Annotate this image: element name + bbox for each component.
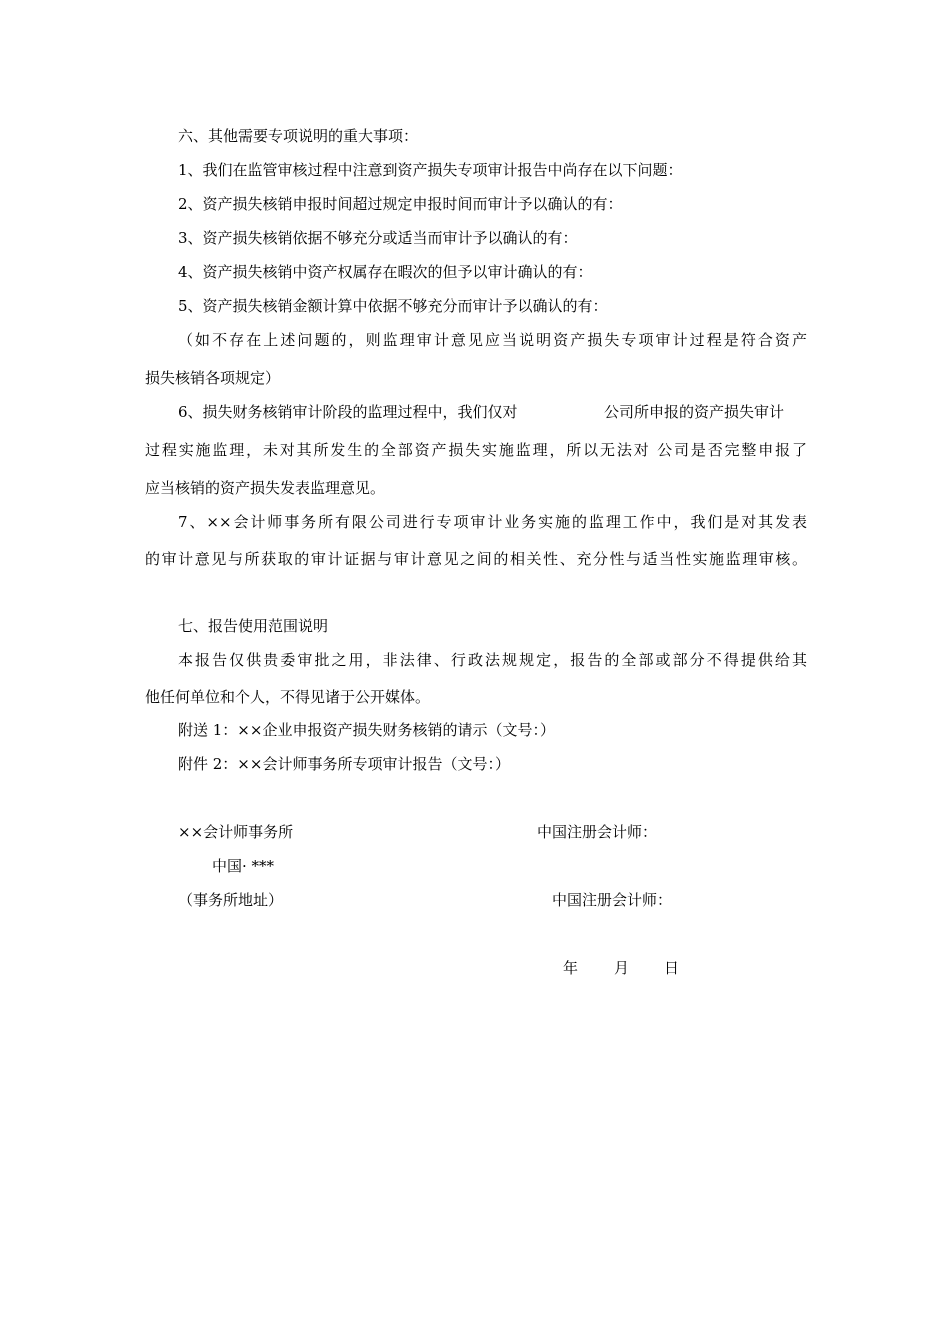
section7-body-line-2: 他任何单位和个人，不得见诸于公开媒体。 — [145, 688, 431, 706]
section6-item-7-line-1: 7、××会计师事务所有限公司进行专项审计业务实施的监理工作中，我们是对其发表 — [178, 513, 807, 531]
signature-firm-name: ××会计师事务所 — [178, 823, 294, 841]
section6-item-7-line-2: 的审计意见与所获取的审计证据与审计意见之间的相关性、充分性与适当性实施监理审核。 — [145, 550, 807, 568]
section6-note-line-2: 损失核销各项规定） — [145, 369, 281, 387]
section6-item-6-line-2: 过程实施监理，未对其所发生的全部资产损失实施监理，所以无法对 公司是否完整申报了 — [145, 441, 807, 459]
section7-body-line-1: 本报告仅供贵委审批之用，非法律、行政法规规定，报告的全部或部分不得提供给其 — [178, 651, 807, 669]
section6-item-1: 1、我们在监管审核过程中注意到资产损失专项审计报告中尚存在以下问题： — [178, 161, 683, 179]
section7-heading: 七、报告使用范围说明 — [178, 617, 329, 635]
date-year: 年 — [563, 959, 579, 977]
attachment-2: 附件 2：××会计师事务所专项审计报告（文号：） — [178, 755, 510, 773]
section6-item-5: 5、资产损失核销金额计算中依据不够充分而审计予以确认的有： — [178, 297, 608, 315]
section6-item-3: 3、资产损失核销依据不够充分或适当而审计予以确认的有： — [178, 229, 578, 247]
section6-item-4: 4、资产损失核销中资产权属存在暇次的但予以审计确认的有： — [178, 263, 593, 281]
signature-cpa-1: 中国注册会计师： — [537, 823, 658, 841]
date-month: 月 — [614, 959, 630, 977]
section6-item-6-line-3: 应当核销的资产损失发表监理意见。 — [145, 479, 386, 497]
signature-address: （事务所地址） — [178, 891, 284, 909]
signature-location: 中国· *** — [212, 857, 275, 875]
signature-cpa-2: 中国注册会计师： — [552, 891, 673, 909]
section6-note-line-1: （如不存在上述问题的，则监理审计意见应当说明资产损失专项审计过程是符合资产 — [178, 331, 807, 349]
section6-item-2: 2、资产损失核销申报时间超过规定申报时间而审计予以确认的有： — [178, 195, 623, 213]
section6-item-6-line-1a: 6、损失财务核销审计阶段的监理过程中，我们仅对 — [178, 403, 518, 421]
date-day: 日 — [664, 959, 680, 977]
section6-item-6-line-1b: 公司所申报的资产损失审计 — [604, 403, 785, 421]
attachment-1: 附送 1：××企业申报资产损失财务核销的请示（文号：） — [178, 721, 555, 739]
section6-heading: 六、其他需要专项说明的重大事项： — [178, 127, 419, 145]
